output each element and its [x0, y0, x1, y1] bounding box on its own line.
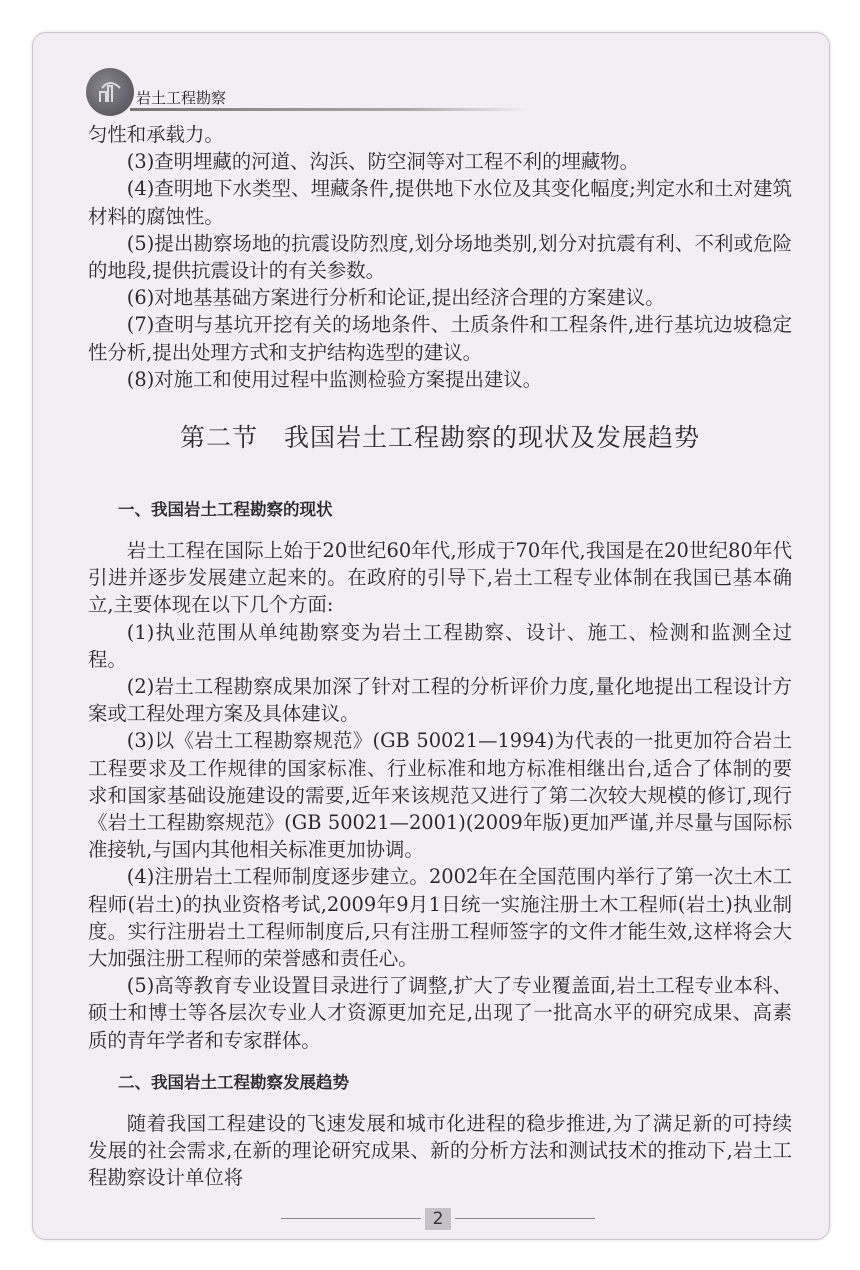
section1-list — [88, 121, 792, 393]
page-number: 2 — [425, 1208, 451, 1230]
page-footer — [84, 1192, 792, 1230]
paragraph: (3)以《岩土工程勘察规范》(GB 50021—1994)为代表的一批更加符合岩土工程要求及工作规律的国家标准、行业标准和地方标准相继出台,适合了体制的要求和国家基础设施建设的需要,近年来该规范又进行了第二次较大规模的修订,现行《岩土工程勘察规范》(GB 50021—2001)(2009年版)更加严谨,并尽量与国际标准接轨,与国内其他相关标准更加协调。 — [88, 729, 792, 862]
paragraph: (2)岩土工程勘察成果加深了针对工程的分析评价力度,量化地提出工程设计方案或工程处理方案及具体建议。 — [88, 675, 792, 726]
paragraph: (7)查明与基坑开挖有关的场地条件、土质条件和工程条件,进行基坑边坡稳定性分析,提出处理方式和支护结构选型的建议。 — [88, 313, 792, 364]
paragraph: (5)提出勘察场地的抗震设防烈度,划分场地类别,划分对抗震有利、不利或危险的地段,提供抗震设计的有关参数。 — [88, 231, 792, 283]
footer-rule-right — [455, 1218, 595, 1219]
subsection-title: 一、我国岩土工程勘察的现状 — [118, 500, 333, 520]
paragraph: (1)执业范围从单纯勘察变为岩土工程勘察、设计、施工、检测和监测全过程。 — [88, 620, 792, 671]
paragraph: (8)对施工和使用过程中监测检验方案提出建议。 — [126, 367, 543, 391]
subsection2-body — [88, 1110, 792, 1192]
subsection-title: 二、我国岩土工程勘察发展趋势 — [118, 1072, 349, 1092]
subsection1-body — [88, 537, 792, 1054]
paragraph: (4)注册岩土工程师制度逐步建立。2002年在全国范围内举行了第一次土木工程师(岩土)的执业资格考试,2009年9月1日统一实施注册土木工程师(岩土)执业制度。实行注册岩土工程师制度后,只有注册工程师签字的文件才能生效,这样将会大大加强注册工程师的荣誉感和责任心。 — [88, 865, 792, 971]
section-title: 第二节 我国岩土工程勘察的现状及发展趋势 — [179, 423, 700, 453]
paragraph: (3)查明埋藏的河道、沟浜、防空洞等对工程不利的埋藏物。 — [126, 150, 640, 174]
paragraph: (6)对地基基础方案进行分析和论证,提出经济合理的方案建议。 — [126, 286, 665, 310]
paragraph: 匀性和承载力。 — [88, 123, 224, 146]
paragraph: 岩土工程在国际上始于20世纪60年代,形成于70年代,我国是在20世纪80年代引进并逐步发展建立起来的。在政府的引导下,岩土工程专业体制在我国已基本确立,主要体现在以下几个方面: — [88, 539, 792, 617]
running-header-title: 岩土工程勘察 — [136, 89, 227, 107]
paragraph: (4)查明地下水类型、埋藏条件,提供地下水位及其变化幅度;判定水和土对建筑材料的腐蚀性。 — [88, 177, 792, 228]
paragraph: 随着我国工程建设的飞速发展和城市化进程的稳步推进,为了满足新的可持续发展的社会需求,在新的理论研究成果、新的分析方法和测试技术的推动下,岩土工程勘察设计单位将 — [88, 1111, 792, 1190]
paragraph: (5)高等教育专业设置目录进行了调整,扩大了专业覆盖面,岩土工程专业本科、硕士和博士等各层次专业人才资源更加充足,出现了一批高水平的研究成果、高素质的青年学者和专家群体。 — [88, 974, 792, 1052]
footer-rule-left — [281, 1218, 421, 1219]
page-content — [88, 0, 792, 1230]
